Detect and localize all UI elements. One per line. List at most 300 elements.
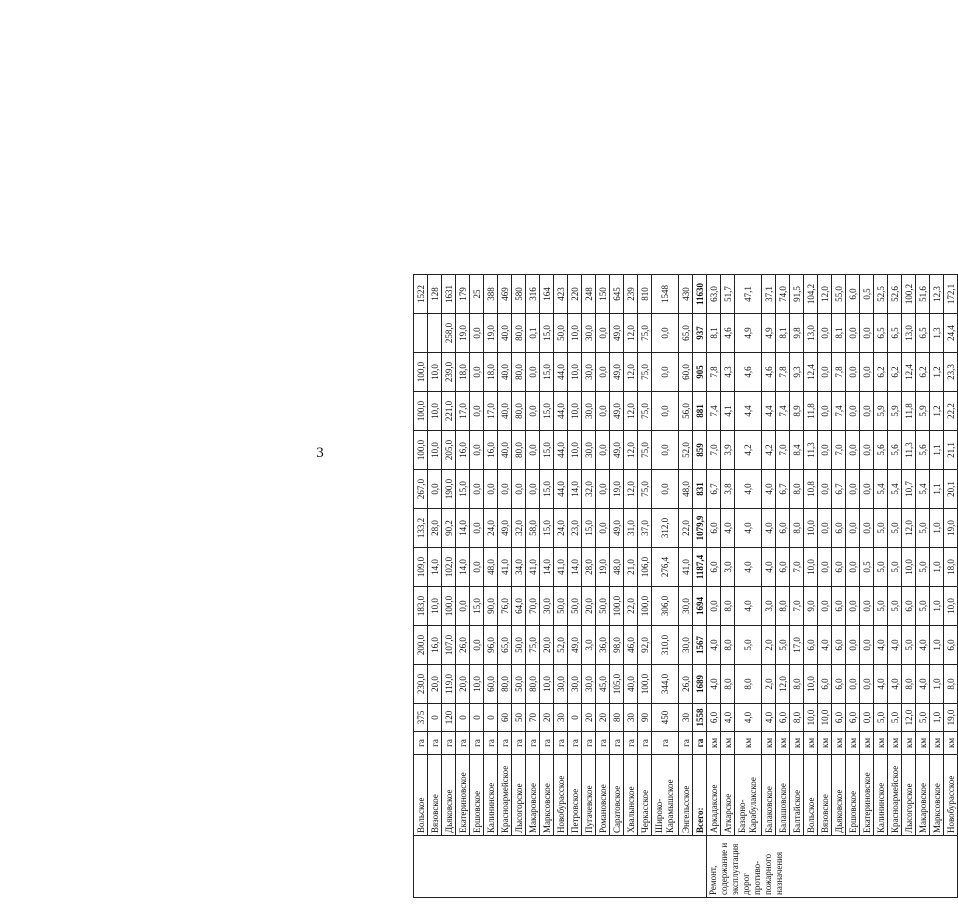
value-cell: 0,0 [596, 392, 610, 431]
value-cell: 18,0 [456, 353, 470, 392]
value-cell: 12,0 [902, 509, 916, 548]
table-row [470, 275, 484, 898]
value-cell: 248 [582, 275, 596, 314]
value-cell: 645 [610, 275, 624, 314]
district-name: Ершовское [846, 755, 860, 836]
table-row [638, 275, 652, 898]
value-cell: 4,0 [735, 587, 762, 626]
value-cell: 96,0 [484, 626, 498, 665]
value-cell: 10,0 [428, 431, 442, 470]
value-cell: 40,0 [624, 665, 638, 704]
value-cell: 6,0 [846, 704, 860, 732]
value-cell: 0,0 [846, 392, 860, 431]
value-cell: 450 [652, 704, 679, 732]
unit-cell: га [498, 732, 512, 755]
value-cell: 100,2 [902, 275, 916, 314]
value-cell: 0,0 [818, 548, 832, 587]
value-cell: 6,0 [832, 626, 846, 665]
value-cell: 1,3 [930, 314, 944, 353]
table-row [540, 275, 554, 898]
value-cell: 23,0 [568, 509, 582, 548]
value-cell: 80,0 [512, 353, 526, 392]
value-cell [428, 314, 442, 353]
value-cell: 1694 [693, 587, 707, 626]
value-cell: 7,0 [707, 431, 721, 470]
value-cell: 4,9 [762, 314, 776, 353]
value-cell: 21,1 [944, 431, 958, 470]
value-cell: 4,0 [735, 509, 762, 548]
district-name: Вольское [804, 755, 818, 836]
value-cell: 6,0 [832, 665, 846, 704]
value-cell: 0,1 [526, 314, 540, 353]
value-cell: 6,7 [707, 470, 721, 509]
value-cell: 1558 [693, 704, 707, 732]
value-cell: 133,2 [414, 509, 428, 548]
table-row [721, 275, 735, 898]
value-cell: 7,8 [832, 353, 846, 392]
value-cell: 4,2 [762, 431, 776, 470]
value-cell: 46,0 [624, 626, 638, 665]
value-cell: 74,0 [776, 275, 790, 314]
value-cell: 258,0 [442, 314, 456, 353]
value-cell: 10,0 [804, 509, 818, 548]
value-cell: 10,0 [568, 353, 582, 392]
value-cell: 0,0 [818, 470, 832, 509]
value-cell: 150 [596, 275, 610, 314]
unit-cell: га [428, 732, 442, 755]
table-row [582, 275, 596, 898]
value-cell: 6,0 [846, 275, 860, 314]
value-cell: 50,0 [512, 626, 526, 665]
value-cell: 5,0 [874, 548, 888, 587]
unit-cell: га [582, 732, 596, 755]
value-cell: 1689 [693, 665, 707, 704]
value-cell: 0,0 [818, 392, 832, 431]
value-cell: 0,0 [846, 509, 860, 548]
district-name: Новобурасское [944, 755, 958, 836]
value-cell: 51,7 [721, 275, 735, 314]
value-cell: 28,0 [428, 509, 442, 548]
table-row [846, 275, 860, 898]
table-row [776, 275, 790, 898]
value-cell: 276,4 [652, 548, 679, 587]
value-cell: 0,0 [846, 314, 860, 353]
table-row [442, 275, 456, 898]
value-cell: 6,0 [832, 509, 846, 548]
value-cell: 58,0 [526, 509, 540, 548]
value-cell: 20 [582, 704, 596, 732]
value-cell: 100,0 [414, 431, 428, 470]
value-cell: 14,0 [428, 548, 442, 587]
value-cell: 4,6 [762, 353, 776, 392]
value-cell: 49,0 [610, 392, 624, 431]
value-cell: 41,0 [526, 548, 540, 587]
value-cell: 4,0 [735, 470, 762, 509]
value-cell: 100,0 [414, 392, 428, 431]
value-cell: 6,0 [818, 665, 832, 704]
value-cell: 30,0 [582, 392, 596, 431]
value-cell: 1548 [652, 275, 679, 314]
value-cell: 4,6 [735, 353, 762, 392]
value-cell: 75,0 [638, 470, 652, 509]
value-cell: 0,0 [818, 353, 832, 392]
unit-cell: км [874, 732, 888, 755]
value-cell: 11630 [693, 275, 707, 314]
value-cell: 0,0 [470, 626, 484, 665]
value-cell: 20 [540, 704, 554, 732]
value-cell: 22,2 [944, 392, 958, 431]
value-cell: 6,7 [832, 470, 846, 509]
value-cell: 12,0 [818, 275, 832, 314]
value-cell: 4,1 [721, 392, 735, 431]
unit-cell: га [679, 732, 693, 755]
unit-cell: км [902, 732, 916, 755]
value-cell: 0,0 [428, 470, 442, 509]
value-cell: 100,0 [638, 665, 652, 704]
value-cell: 344,0 [652, 665, 679, 704]
value-cell: 580 [512, 275, 526, 314]
table-row [596, 275, 610, 898]
table-row [526, 275, 540, 898]
value-cell: 24,0 [484, 509, 498, 548]
district-name: Вязовское [428, 755, 442, 836]
value-cell: 0,0 [860, 509, 874, 548]
table-row [944, 275, 958, 898]
table-row [888, 275, 902, 898]
district-name: Балаковское [762, 755, 776, 836]
value-cell: 75,0 [638, 314, 652, 353]
unit-cell: га [693, 732, 707, 755]
value-cell: 3,0 [582, 626, 596, 665]
value-cell: 30,0 [679, 626, 693, 665]
section-title-roads: Ремонт, содержание и эксплуатация дорог противо-пожарного назначения [707, 836, 958, 898]
district-name: Екатериновское [860, 755, 874, 836]
total-row [693, 275, 707, 898]
value-cell: 49,0 [610, 509, 624, 548]
value-cell: 312,0 [652, 509, 679, 548]
value-cell: 205,0 [442, 431, 456, 470]
value-cell: 6,5 [888, 314, 902, 353]
district-name: Макаровское [916, 755, 930, 836]
value-cell: 41,0 [498, 548, 512, 587]
value-cell: 7,0 [790, 548, 804, 587]
value-cell: 10,0 [818, 704, 832, 732]
value-cell: 0,0 [526, 353, 540, 392]
value-cell: 75,0 [638, 353, 652, 392]
value-cell: 7,0 [776, 431, 790, 470]
value-cell: 75,0 [638, 431, 652, 470]
value-cell: 107,0 [442, 626, 456, 665]
value-cell: 0,0 [470, 431, 484, 470]
value-cell: 30,0 [582, 431, 596, 470]
value-cell: 65,0 [679, 314, 693, 353]
value-cell: 32,0 [512, 509, 526, 548]
table-row [624, 275, 638, 898]
value-cell: 5,0 [916, 548, 930, 587]
value-cell: 17,0 [484, 392, 498, 431]
value-cell: 0,0 [818, 431, 832, 470]
unit-cell: га [442, 732, 456, 755]
value-cell: 0,0 [860, 470, 874, 509]
value-cell: 5,0 [874, 509, 888, 548]
district-name: Калининское [484, 755, 498, 836]
value-cell: 7,8 [776, 353, 790, 392]
district-name: Вольское [414, 755, 428, 836]
value-cell: 0,0 [526, 431, 540, 470]
value-cell: 8,0 [776, 587, 790, 626]
value-cell: 90,2 [442, 509, 456, 548]
value-cell: 4,0 [818, 626, 832, 665]
district-name: Макаровское [526, 755, 540, 836]
value-cell: 6,0 [707, 509, 721, 548]
value-cell: 239 [624, 275, 638, 314]
table-row [790, 275, 804, 898]
unit-cell: км [804, 732, 818, 755]
value-cell: 41,0 [679, 548, 693, 587]
value-cell: 4,0 [888, 665, 902, 704]
table-row [916, 275, 930, 898]
value-cell: 1,0 [930, 704, 944, 732]
value-cell: 10,0 [944, 587, 958, 626]
value-cell: 0 [456, 704, 470, 732]
value-cell: 4,6 [721, 314, 735, 353]
value-cell: 36,0 [596, 626, 610, 665]
value-cell: 6,0 [832, 704, 846, 732]
unit-cell: км [776, 732, 790, 755]
value-cell: 100,0 [638, 587, 652, 626]
district-name: Лысогорское [512, 755, 526, 836]
value-cell: 23,3 [944, 353, 958, 392]
value-cell: 3,9 [721, 431, 735, 470]
value-cell: 5,9 [916, 392, 930, 431]
value-cell: 310,0 [652, 626, 679, 665]
table-row [484, 275, 498, 898]
unit-cell: км [944, 732, 958, 755]
value-cell: 1,0 [930, 548, 944, 587]
value-cell: 4,0 [916, 626, 930, 665]
value-cell: 50,0 [512, 665, 526, 704]
value-cell: 5,0 [888, 587, 902, 626]
value-cell: 0,0 [860, 704, 874, 732]
value-cell: 388 [484, 275, 498, 314]
value-cell: 6,2 [874, 353, 888, 392]
value-cell: 5,4 [916, 470, 930, 509]
value-cell: 14,0 [568, 548, 582, 587]
table-row [874, 275, 888, 898]
value-cell: 4,0 [874, 665, 888, 704]
value-cell: 306,0 [652, 587, 679, 626]
value-cell: 56,0 [679, 392, 693, 431]
value-cell: 6,0 [832, 587, 846, 626]
value-cell: 12,0 [624, 314, 638, 353]
value-cell: 49,0 [610, 431, 624, 470]
value-cell: 11,8 [804, 392, 818, 431]
value-cell: 51,6 [916, 275, 930, 314]
value-cell: 1,0 [930, 665, 944, 704]
value-cell: 19,0 [596, 548, 610, 587]
value-cell: 34,0 [512, 548, 526, 587]
district-name: Красноармейское [888, 755, 902, 836]
value-cell: 230,0 [414, 665, 428, 704]
value-cell: 0,0 [596, 314, 610, 353]
value-cell: 12,0 [624, 392, 638, 431]
value-cell: 5,6 [916, 431, 930, 470]
value-cell: 4,0 [762, 470, 776, 509]
value-cell: 19,0 [456, 314, 470, 353]
value-cell: 8,9 [790, 392, 804, 431]
value-cell: 4,0 [735, 548, 762, 587]
value-cell: 6,7 [776, 470, 790, 509]
value-cell: 8,0 [721, 587, 735, 626]
unit-cell: га [638, 732, 652, 755]
value-cell: 8,0 [944, 665, 958, 704]
table-row [735, 275, 762, 898]
value-cell: 0,0 [846, 431, 860, 470]
value-cell: 48,0 [679, 470, 693, 509]
value-cell: 0,0 [512, 470, 526, 509]
unit-cell: км [916, 732, 930, 755]
value-cell: 4,0 [721, 704, 735, 732]
value-cell: 1,0 [930, 626, 944, 665]
district-name: Дьяковское [832, 755, 846, 836]
value-cell: 5,0 [916, 704, 930, 732]
value-cell: 5,0 [776, 626, 790, 665]
value-cell: 49,0 [568, 626, 582, 665]
value-cell: 60 [498, 704, 512, 732]
value-cell: 119,0 [442, 665, 456, 704]
value-cell: 91,5 [790, 275, 804, 314]
value-cell: 316 [526, 275, 540, 314]
value-cell: 10,0 [428, 353, 442, 392]
value-cell: 15,0 [540, 392, 554, 431]
table-row [832, 275, 846, 898]
value-cell: 4,0 [707, 626, 721, 665]
value-cell: 430 [679, 275, 693, 314]
value-cell: 105,0 [610, 665, 624, 704]
value-cell: 10,0 [804, 704, 818, 732]
district-name: Дьяковское [442, 755, 456, 836]
district-name: Энгельсское [679, 755, 693, 836]
value-cell: 4,0 [735, 704, 762, 732]
value-cell: 80,0 [512, 431, 526, 470]
value-cell: 5,0 [902, 626, 916, 665]
value-cell: 0,0 [860, 392, 874, 431]
value-cell: 8,4 [790, 431, 804, 470]
value-cell: 30 [679, 704, 693, 732]
unit-cell: га [526, 732, 540, 755]
unit-cell: км [860, 732, 874, 755]
value-cell: 30,0 [582, 314, 596, 353]
table-row [414, 275, 428, 898]
value-cell: 90 [638, 704, 652, 732]
value-cell: 6,0 [832, 548, 846, 587]
value-cell: 98,0 [610, 626, 624, 665]
value-cell: 18,0 [484, 353, 498, 392]
unit-cell: га [652, 732, 679, 755]
value-cell: 4,9 [735, 314, 762, 353]
value-cell: 44,0 [554, 392, 568, 431]
value-cell: 120 [442, 704, 456, 732]
value-cell: 80,0 [498, 665, 512, 704]
value-cell: 6,2 [888, 353, 902, 392]
value-cell: 28,0 [582, 548, 596, 587]
table-row [512, 275, 526, 898]
value-cell: 44,0 [554, 431, 568, 470]
value-cell: 4,0 [762, 548, 776, 587]
value-cell: 164 [540, 275, 554, 314]
value-cell: 5,0 [874, 587, 888, 626]
value-cell: 12,4 [902, 353, 916, 392]
value-cell: 6,0 [776, 548, 790, 587]
unit-cell: га [624, 732, 638, 755]
value-cell: 15,0 [540, 314, 554, 353]
value-cell: 0,0 [860, 665, 874, 704]
value-cell: 30 [554, 704, 568, 732]
value-cell: 0,0 [526, 392, 540, 431]
value-cell: 104,2 [804, 275, 818, 314]
value-cell: 0,0 [526, 470, 540, 509]
table-row [652, 275, 679, 898]
value-cell: 52,5 [874, 275, 888, 314]
unit-cell: га [512, 732, 526, 755]
value-cell: 1,0 [930, 587, 944, 626]
value-cell: 5,9 [874, 392, 888, 431]
value-cell: 6,5 [916, 314, 930, 353]
value-cell: 5,4 [888, 470, 902, 509]
value-cell: 24,0 [554, 509, 568, 548]
value-cell: 11,3 [804, 431, 818, 470]
value-cell: 15,0 [540, 431, 554, 470]
table-row [707, 275, 721, 898]
value-cell: 49,0 [498, 509, 512, 548]
unit-cell: км [721, 732, 735, 755]
table-row [818, 275, 832, 898]
value-cell: 0,5 [860, 548, 874, 587]
value-cell: 8,0 [721, 626, 735, 665]
value-cell: 26,0 [456, 626, 470, 665]
table-row [804, 275, 818, 898]
unit-cell: км [762, 732, 776, 755]
value-cell: 1,0 [930, 509, 944, 548]
value-cell: 831 [693, 470, 707, 509]
value-cell: 3,8 [721, 470, 735, 509]
value-cell: 80,0 [526, 665, 540, 704]
value-cell: 0,0 [652, 392, 679, 431]
value-cell: 60,0 [679, 353, 693, 392]
value-cell: 44,0 [554, 470, 568, 509]
unit-cell: км [832, 732, 846, 755]
value-cell: 12,0 [624, 431, 638, 470]
value-cell: 0,0 [596, 509, 610, 548]
value-cell: 44,0 [554, 353, 568, 392]
value-cell: 0,0 [846, 626, 860, 665]
value-cell: 15,0 [540, 509, 554, 548]
unit-cell: км [790, 732, 804, 755]
value-cell: 65,0 [498, 626, 512, 665]
value-cell: 30 [624, 704, 638, 732]
value-cell: 0,0 [846, 353, 860, 392]
value-cell: 31,0 [624, 509, 638, 548]
value-cell: 106,0 [638, 548, 652, 587]
value-cell: 7,4 [707, 392, 721, 431]
value-cell: 0,0 [596, 353, 610, 392]
value-cell: 50,0 [568, 587, 582, 626]
value-cell: 48,0 [484, 548, 498, 587]
district-name: Саратовское [610, 755, 624, 836]
value-cell: 25 [470, 275, 484, 314]
unit-cell: га [470, 732, 484, 755]
value-cell: 41,0 [554, 548, 568, 587]
